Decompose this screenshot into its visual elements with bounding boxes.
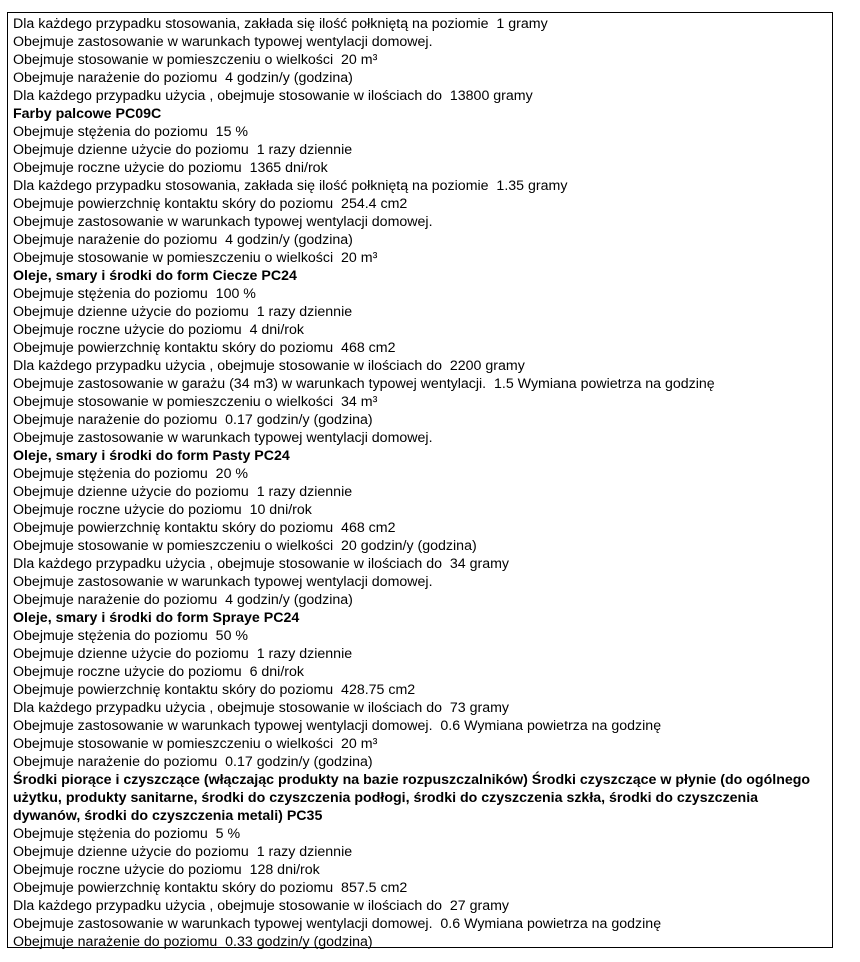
document-line: Obejmuje roczne użycie do poziomu 6 dni/rok — [13, 664, 304, 680]
document-line: Obejmuje powierzchnię kontaktu skóry do poziomu 857.5 cm2 — [13, 880, 408, 896]
document-line: Obejmuje powierzchnię kontaktu skóry do poziomu 468 cm2 — [13, 340, 396, 356]
document-line: Obejmuje roczne użycie do poziomu 1365 dni/rok — [13, 160, 328, 176]
section-heading: Oleje, smary i środki do form Spraye PC24 — [13, 610, 300, 626]
document-line: Obejmuje zastosowanie w warunkach typowej wentylacji domowej. — [13, 430, 433, 446]
section-heading: Farby palcowe PC09C — [13, 106, 162, 122]
section-heading: Środki piorące i czyszczące (włączając produkty na bazie rozpuszczalników) Środki czyszczące w płynie (do ogólnego użytku, produkty sanitarne, środki do czyszczenia podłogi, środki do czyszczenia szkła, środki do czyszczenia dywanów, środki do czyszczenia metali) PC35 — [13, 772, 811, 824]
document-line: Obejmuje stężenia do poziomu 15 % — [13, 124, 249, 140]
document-line: Dla każdego przypadku stosowania, zakłada się ilość połkniętą na poziomie 1 gramy — [13, 16, 548, 32]
document-line: Obejmuje stężenia do poziomu 50 % — [13, 628, 249, 644]
document-line: Obejmuje dzienne użycie do poziomu 1 razy dziennie — [13, 142, 353, 158]
document-line: Obejmuje roczne użycie do poziomu 10 dni/rok — [13, 502, 312, 518]
document-line: Obejmuje dzienne użycie do poziomu 1 razy dziennie — [13, 844, 353, 860]
section-heading: Oleje, smary i środki do form Pasty PC24 — [13, 448, 290, 464]
document-line: Dla każdego przypadku użycia , obejmuje stosowanie w ilościach do 73 gramy — [13, 700, 510, 716]
document-line: Obejmuje narażenie do poziomu 4 godzin/y (godzina) — [13, 592, 353, 608]
section-heading: Oleje, smary i środki do form Ciecze PC24 — [13, 268, 297, 284]
document-line: Obejmuje dzienne użycie do poziomu 1 razy dziennie — [13, 484, 353, 500]
document-line: Obejmuje stężenia do poziomu 20 % — [13, 466, 249, 482]
document-line: Obejmuje stężenia do poziomu 100 % — [13, 286, 256, 302]
document-line: Dla każdego przypadku użycia , obejmuje stosowanie w ilościach do 13800 gramy — [13, 88, 533, 104]
document-line: Obejmuje stosowanie w pomieszczeniu o wielkości 34 m³ — [13, 394, 378, 410]
document-line: Obejmuje zastosowanie w warunkach typowej wentylacji domowej. — [13, 214, 433, 230]
document-line: Obejmuje zastosowanie w warunkach typowej wentylacji domowej. 0.6 Wymiana powietrza na godzinę — [13, 916, 662, 932]
document-line: Obejmuje zastosowanie w warunkach typowej wentylacji domowej. 0.6 Wymiana powietrza na godzinę — [13, 718, 662, 734]
document-line: Obejmuje narażenie do poziomu 0.33 godzin/y (godzina) — [13, 934, 373, 950]
document-line: Obejmuje stężenia do poziomu 5 % — [13, 826, 241, 842]
document-line: Dla każdego przypadku użycia , obejmuje stosowanie w ilościach do 2200 gramy — [13, 358, 525, 374]
document-line: Obejmuje powierzchnię kontaktu skóry do poziomu 468 cm2 — [13, 520, 396, 536]
document-line: Obejmuje narażenie do poziomu 4 godzin/y (godzina) — [13, 232, 353, 248]
document-line: Obejmuje zastosowanie w garażu (34 m3) w warunkach typowej wentylacji. 1.5 Wymiana powietrza na godzinę — [13, 376, 715, 392]
document-line: Obejmuje narażenie do poziomu 4 godzin/y (godzina) — [13, 70, 353, 86]
document-line: Obejmuje roczne użycie do poziomu 128 dni/rok — [13, 862, 320, 878]
document-line: Obejmuje stosowanie w pomieszczeniu o wielkości 20 m³ — [13, 736, 378, 752]
document-line: Dla każdego przypadku użycia , obejmuje stosowanie w ilościach do 27 gramy — [13, 898, 510, 914]
document-line: Obejmuje roczne użycie do poziomu 4 dni/rok — [13, 322, 304, 338]
document-line: Obejmuje dzienne użycie do poziomu 1 razy dziennie — [13, 646, 353, 662]
document-line: Obejmuje zastosowanie w warunkach typowej wentylacji domowej. — [13, 34, 433, 50]
document-line: Obejmuje stosowanie w pomieszczeniu o wielkości 20 m³ — [13, 250, 378, 266]
document-line: Dla każdego przypadku użycia , obejmuje stosowanie w ilościach do 34 gramy — [13, 556, 510, 572]
document-line: Obejmuje stosowanie w pomieszczeniu o wielkości 20 godzin/y (godzina) — [13, 538, 477, 554]
document-line: Obejmuje zastosowanie w warunkach typowej wentylacji domowej. — [13, 574, 433, 590]
document-line: Obejmuje narażenie do poziomu 0.17 godzin/y (godzina) — [13, 754, 373, 770]
document-table-cell — [7, 12, 833, 948]
document-line: Obejmuje stosowanie w pomieszczeniu o wielkości 20 m³ — [13, 52, 378, 68]
document-line: Obejmuje powierzchnię kontaktu skóry do poziomu 254.4 cm2 — [13, 196, 408, 212]
document-line: Dla każdego przypadku stosowania, zakłada się ilość połkniętą na poziomie 1.35 gramy — [13, 178, 568, 194]
document-line: Obejmuje narażenie do poziomu 0.17 godzin/y (godzina) — [13, 412, 373, 428]
document-line: Obejmuje dzienne użycie do poziomu 1 razy dziennie — [13, 304, 353, 320]
document-line: Obejmuje powierzchnię kontaktu skóry do poziomu 428.75 cm2 — [13, 682, 416, 698]
